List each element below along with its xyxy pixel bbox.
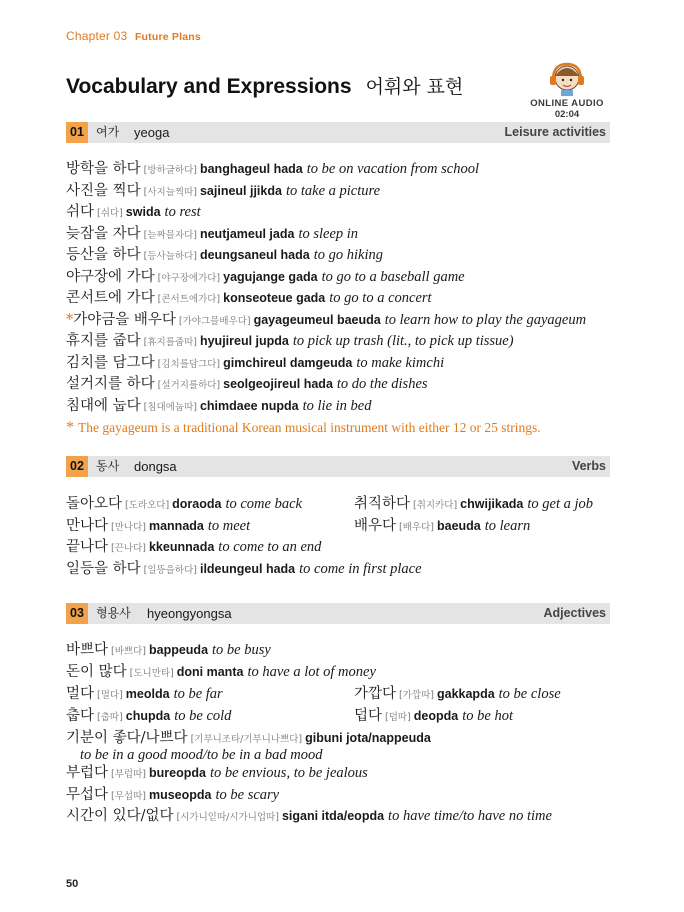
english-meaning: to be in a good mood/to be in a bad mood <box>80 747 323 763</box>
section-romanization: yeoga <box>134 125 170 140</box>
romanization: bureopda <box>148 766 206 780</box>
romanization: ildeungeul hada <box>199 561 296 576</box>
korean-word: 바쁘다 <box>66 642 109 658</box>
korean-word: 돌아오다 <box>66 496 123 512</box>
pronunciation: [취지카다] <box>413 500 458 511</box>
pronunciation: [설거지를하다] <box>157 380 221 391</box>
vocab-entry <box>66 516 250 538</box>
pronunciation: [부럽따] <box>111 769 146 780</box>
vocab-entry <box>354 684 561 706</box>
korean-word: 시간이 있다/없다 <box>66 808 174 824</box>
vocab-entry <box>354 494 593 516</box>
pronunciation: [늗짜믈자다] <box>143 229 197 241</box>
korean-word: 만나다 <box>66 517 109 534</box>
pronunciation: [멀다] <box>97 690 123 701</box>
korean-word: 침대에 눕다 <box>66 397 141 414</box>
vocab-entry <box>66 763 368 785</box>
english-meaning: to have a lot of money <box>247 664 376 680</box>
english-meaning: to learn how to play the gayageum <box>384 311 587 328</box>
korean-word: 일등을 하다 <box>66 560 141 577</box>
english-meaning: to learn <box>484 517 531 534</box>
romanization: bappeuda <box>148 643 209 657</box>
english-meaning: to have time/to have no time <box>388 808 552 824</box>
pronunciation: [도니만타] <box>129 668 174 679</box>
page-title-en: Vocabulary and Expressions <box>66 75 352 98</box>
english-meaning: to take a picture <box>285 182 381 199</box>
vocab-entry <box>354 706 513 728</box>
section-english: Leisure activities <box>504 125 606 139</box>
english-meaning: to be close <box>498 686 561 702</box>
english-meaning: to come to an end <box>218 539 322 555</box>
section-romanization: dongsa <box>134 459 177 474</box>
korean-word: 덥다 <box>354 708 383 724</box>
vocab-entry <box>66 331 514 353</box>
vocab-entry <box>66 559 422 581</box>
pronunciation: [배우다] <box>399 521 434 533</box>
korean-word: 야구장에 가다 <box>66 268 155 285</box>
pronunciation: [끈나다] <box>111 543 146 554</box>
chapter-number: 03 <box>113 29 128 43</box>
vocab-entry <box>66 267 465 289</box>
romanization: sajineul jjikda <box>199 183 282 198</box>
korean-word: 멀다 <box>66 686 95 702</box>
pronunciation: [사지늘찍따] <box>143 186 197 198</box>
vocab-entry <box>354 516 530 538</box>
section-english: Adjectives <box>543 606 606 620</box>
page-title-kr: 어휘와 표현 <box>365 76 464 98</box>
english-meaning: to be hot <box>462 708 513 724</box>
section-kr: 형용사 <box>96 606 131 620</box>
vocab-entry <box>66 706 231 728</box>
english-meaning: to meet <box>207 517 251 534</box>
section-number: 02 <box>66 456 88 477</box>
section-number: 03 <box>66 603 88 624</box>
pronunciation: [가야그믈배우다] <box>178 315 251 327</box>
english-meaning: to be cold <box>174 708 232 724</box>
footnote <box>66 419 541 437</box>
section-kr: 동사 <box>96 459 120 473</box>
korean-word: 배우다 <box>354 517 397 534</box>
pronunciation: [방하글하다] <box>143 165 197 176</box>
vocab-entry <box>66 310 586 332</box>
pronunciation: [휴지를줍따] <box>143 337 197 348</box>
korean-word: 부럽다 <box>66 765 109 781</box>
korean-word: 가야금을 배우다 <box>73 311 176 328</box>
korean-word: 돈이 많다 <box>66 664 127 680</box>
page-number: 50 <box>66 878 79 890</box>
section-number: 01 <box>66 122 88 143</box>
romanization: doraoda <box>172 497 222 511</box>
pronunciation: [일뜽을하다] <box>143 564 197 576</box>
romanization: sigani itda/eopda <box>281 809 385 823</box>
romanization: deopda <box>413 709 459 723</box>
korean-word: 끝나다 <box>66 539 109 555</box>
pronunciation: [기부니조타/기부니나쁘다] <box>190 734 303 745</box>
english-meaning: to go to a concert <box>329 290 432 306</box>
section-romanization: hyeongyongsa <box>147 606 232 621</box>
romanization: seolgeojireul hada <box>223 377 333 391</box>
audio-time: 02:04 <box>554 109 580 120</box>
footnote-text: The gayageum is a traditional Korean musical instrument with either 12 or 25 strings. <box>78 420 541 435</box>
english-meaning: to get a job <box>527 496 594 512</box>
korean-word: 콘서트에 가다 <box>66 290 155 306</box>
romanization: gayageumeul baeuda <box>253 312 381 327</box>
romanization: baeuda <box>436 518 481 533</box>
romanization: swida <box>125 205 161 219</box>
english-meaning: to make kimchi <box>356 354 445 371</box>
section-kr: 여가 <box>96 125 120 139</box>
korean-word: 김치를 담그다 <box>66 354 155 371</box>
romanization: neutjameul jada <box>199 226 295 241</box>
english-meaning: to be far <box>173 686 223 702</box>
headphones-character-icon <box>547 58 587 98</box>
romanization: chwijikada <box>460 497 524 511</box>
vocab-entry <box>66 245 383 267</box>
romanization: gakkapda <box>436 687 495 701</box>
english-meaning: to go to a baseball game <box>321 268 465 285</box>
audio-label: ONLINE AUDIO <box>530 98 604 109</box>
section-bar-leisure <box>66 122 610 143</box>
romanization: kkeunnada <box>148 540 215 554</box>
korean-word: 설거지를 하다 <box>66 376 155 392</box>
vocab-entry <box>66 202 201 224</box>
chapter-header <box>66 29 201 43</box>
pronunciation: [침대에눕따] <box>143 401 197 413</box>
romanization: yagujange gada <box>223 269 318 284</box>
romanization: meolda <box>125 687 170 701</box>
romanization: gibuni jota/nappeuda <box>305 731 431 745</box>
korean-word: 무섭다 <box>66 787 109 803</box>
korean-word: 춥다 <box>66 708 95 724</box>
english-meaning: to pick up trash (lit., to pick up tissue) <box>292 333 514 349</box>
romanization: hyujireul jupda <box>199 334 289 348</box>
vocab-entry <box>66 224 358 246</box>
vocab-entry <box>66 374 428 396</box>
vocab-entry <box>66 640 271 662</box>
vocab-entry <box>66 494 302 516</box>
romanization: museopda <box>148 788 212 802</box>
page-title <box>66 72 463 99</box>
section-bar-adjectives <box>66 603 610 624</box>
romanization: gimchireul damgeuda <box>223 355 353 370</box>
footnote-star: * <box>66 419 74 436</box>
pronunciation: [가깝따] <box>399 690 434 701</box>
vocab-entry <box>66 288 432 310</box>
korean-word: 가깝다 <box>354 686 397 702</box>
english-meaning: to rest <box>164 204 201 220</box>
pronunciation: [김치를담그다] <box>157 358 221 370</box>
vocab-entry <box>66 353 444 375</box>
english-meaning: to lie in bed <box>302 397 372 414</box>
korean-word: 휴지를 줍다 <box>66 333 141 349</box>
korean-word: 쉬다 <box>66 204 95 220</box>
korean-word: 사진을 찍다 <box>66 182 141 199</box>
pronunciation: [콘서트에가다] <box>157 294 221 305</box>
korean-word: 기분이 좋다/나쁘다 <box>66 730 188 746</box>
english-meaning: to be envious, to be jealous <box>209 765 368 781</box>
vocab-entry <box>66 181 380 203</box>
pronunciation: [시가니읻따/시가니업따] <box>176 812 279 823</box>
vocab-entry <box>66 537 321 559</box>
vocab-entry <box>66 662 376 684</box>
chapter-label: Chapter <box>66 29 111 43</box>
chapter-title: Future Plans <box>134 31 201 43</box>
korean-word: 등산을 하다 <box>66 247 141 263</box>
korean-word: 늦잠을 자다 <box>66 225 141 242</box>
english-meaning: to go hiking <box>313 247 383 263</box>
vocab-entry <box>66 806 552 828</box>
pronunciation: [야구장에가다] <box>157 272 221 284</box>
section-bar-verbs <box>66 456 610 477</box>
online-audio-badge[interactable] <box>520 58 614 120</box>
vocab-entry <box>66 785 279 807</box>
pronunciation: [도라오다] <box>125 500 170 511</box>
pronunciation: [춥따] <box>97 712 123 723</box>
vocab-entry <box>66 684 223 706</box>
korean-word: 취직하다 <box>354 496 411 512</box>
pronunciation: [무섭따] <box>111 791 146 802</box>
pronunciation: [쉬다] <box>97 208 123 219</box>
romanization: banghageul hada <box>199 162 303 176</box>
pronunciation: [등사늘하다] <box>143 251 197 262</box>
english-meaning: to come in first place <box>299 560 422 577</box>
section-english: Verbs <box>571 459 606 473</box>
english-meaning: to come back <box>225 496 302 512</box>
english-meaning: to be scary <box>215 787 280 803</box>
romanization: doni manta <box>176 665 244 679</box>
footnote-star: * <box>66 311 74 328</box>
english-meaning: to sleep in <box>298 225 359 242</box>
romanization: deungsaneul hada <box>199 248 310 262</box>
english-meaning: to be busy <box>212 642 271 658</box>
english-meaning: to be on vacation from school <box>306 161 479 177</box>
korean-word: 방학을 하다 <box>66 161 141 177</box>
romanization: chupda <box>125 709 171 723</box>
romanization: chimdaee nupda <box>199 398 299 413</box>
vocab-entry <box>66 159 479 181</box>
romanization: konseoteue gada <box>223 291 326 305</box>
romanization: mannada <box>148 518 204 533</box>
pronunciation: [덥따] <box>385 712 411 723</box>
pronunciation: [바쁘다] <box>111 646 146 657</box>
pronunciation: [만나다] <box>111 521 146 533</box>
vocab-entry <box>66 396 371 418</box>
english-meaning: to do the dishes <box>336 376 428 392</box>
